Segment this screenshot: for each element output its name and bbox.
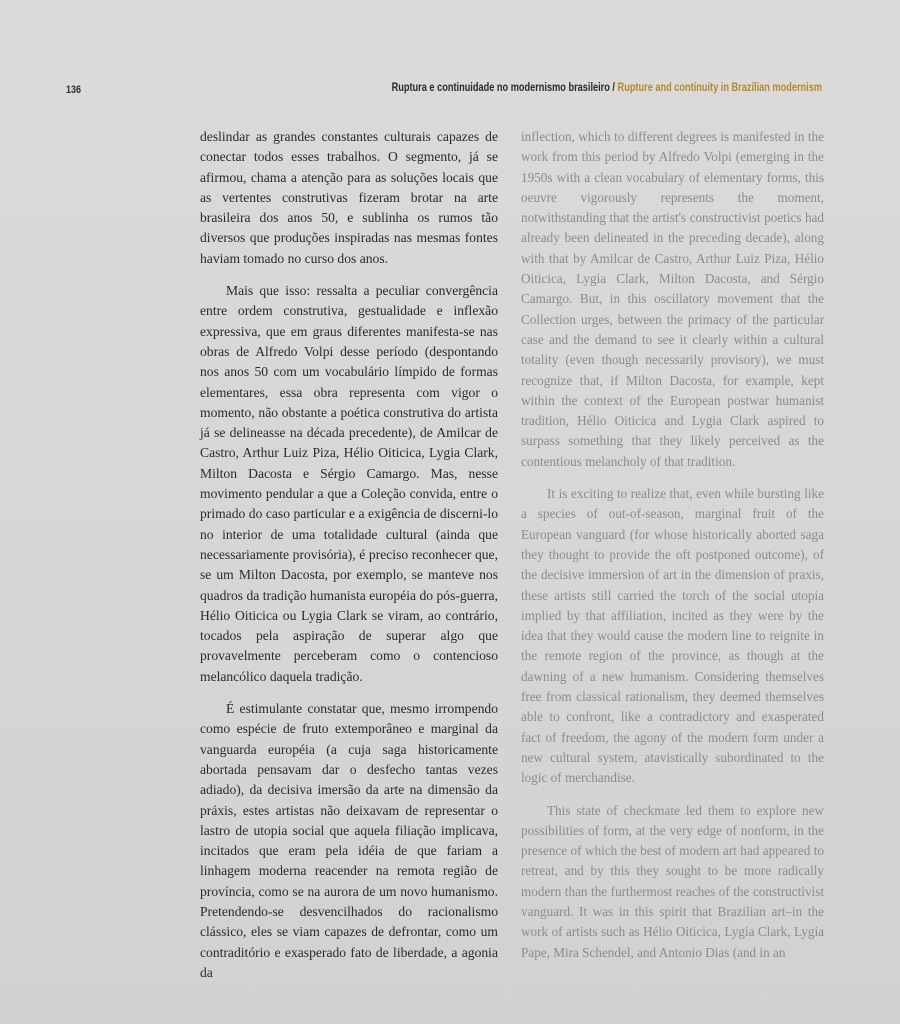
running-head-portuguese: Ruptura e continuidade no modernismo brasileiro: [391, 82, 610, 94]
english-paragraph-2: It is exciting to realize that, even while bursting like a species of out-of-season, marginal fruit of the European vanguard (for whose historically aborted saga they thought to provide the oft postponed outcome), of the decisive immersion of art in the dimension of praxis, these artists still carried the torch of the social utopia implied by that affiliation, incited as they were by the idea that they would cause the modern line to reignite in the remote region of the province, as though at the dawning of a new humanism. Considering themselves free from classical rationalism, they deemed themselves able to confront, like a contradictory and exasperated fact of freedom, the agony of the modern form under a new cultural system, atavistically subordinated to the logic of merchandise.: [521, 486, 824, 786]
portuguese-column: [200, 127, 498, 995]
running-head-english: Rupture and continuity in Brazilian modernism: [617, 82, 822, 94]
page-number: 136: [66, 84, 82, 96]
running-head: [392, 82, 822, 94]
portuguese-paragraph-1: deslindar as grandes constantes culturais capazes de conectar todos esses trabalhos. O segmento, já se afirmou, chama a atenção para as soluções locais que as vertentes construtivas fizeram brotar na arte brasileira dos anos 50, e sublinha os rumos tão diversos que produções inspiradas nas mesmas fontes haviam tomado no curso dos anos.: [200, 129, 498, 266]
english-paragraph-1: inflection, which to different degrees is manifested in the work from this period by Alfredo Volpi (emerging in the 1950s with a clean vocabulary of elementary forms, this oeuvre vigorously represents the moment, notwithstanding that the artist's constructivist poetics had already been delineated in the preceding decade), along with that by Amilcar de Castro, Arthur Luiz Piza, Hélio Oiticica, Lygia Clark, Milton Dacosta, and Sérgio Camargo. But, in this oscillatory movement that the Collection urges, between the primacy of the particular case and the demand to see it clearly within a cultural totality (even though necessarily provisory), we must recognize that, if Milton Dacosta, for example, kept within the context of the European postwar humanist tradition, Hélio Oiticica and Lygia Clark aspired to surpass something that they likely perceived as the contentious melancholy of that tradition.: [521, 129, 824, 469]
portuguese-paragraph-3: É estimulante constatar que, mesmo irrompendo como espécie de fruto extemporâneo e marginal da vanguarda européia (a cuja saga historicamente abortada pensavam dar o desfecho tantas vezes adiado), da decisiva imersão da arte na dimensão da práxis, estes artistas não deixavam de representar o lastro de utopia social que aquela filiação implicava, incitados que eram pela idéia de que fariam a linhagem moderna reacender na remota região de província, como se na aurora de um novo humanismo. Pretendendo-se desvencilhados do racionalismo clássico, eles se viam capazes de defrontar, como um contraditório e exasperado fato de liberdade, a agonia da: [200, 701, 498, 980]
running-head-separator: /: [609, 82, 618, 94]
english-column: [521, 127, 824, 975]
english-paragraph-3: This state of checkmate led them to explore new possibilities of form, at the very edge of nonform, in the presence of which the best of modern art had appeared to retreat, and by this they sought to be more radically modern than the furthermost reaches of the constructivist vanguard. It was in this spirit that Brazilian art–in the work of artists such as Hélio Oiticica, Lygia Clark, Lygia Pape, Mira Schendel, and Antonio Dias (and in an: [521, 802, 824, 960]
portuguese-paragraph-2: Mais que isso: ressalta a peculiar convergência entre ordem construtiva, gestualidade e inflexão expressiva, que em graus diferentes manifesta-se nas obras de Alfredo Volpi desse período (despontando nos anos 50 com um vocabulário límpido de formas elementares, essa obra representa com vigor o momento, não obstante a poética construtiva do artista já se delineasse na década precedente), de Amilcar de Castro, Arthur Luiz Piza, Hélio Oiticica, Lygia Clark, Milton Dacosta e Sérgio Camargo. Mas, nesse movimento pendular a que a Coleção convida, entre o primado do caso particular e a exigência de discerni-lo no interior de uma totalidade cultural (ainda que necessariamente provisória), é preciso reconhecer que, se um Milton Dacosta, por exemplo, se manteve nos quadros da tradição humanista européia do pós-guerra, Hélio Oiticica ou Lygia Clark se viram, ao contrário, tocados pela aspiração de superar algo que provavelmente perceberam como o contencioso melancólico daquela tradição.: [200, 283, 498, 684]
